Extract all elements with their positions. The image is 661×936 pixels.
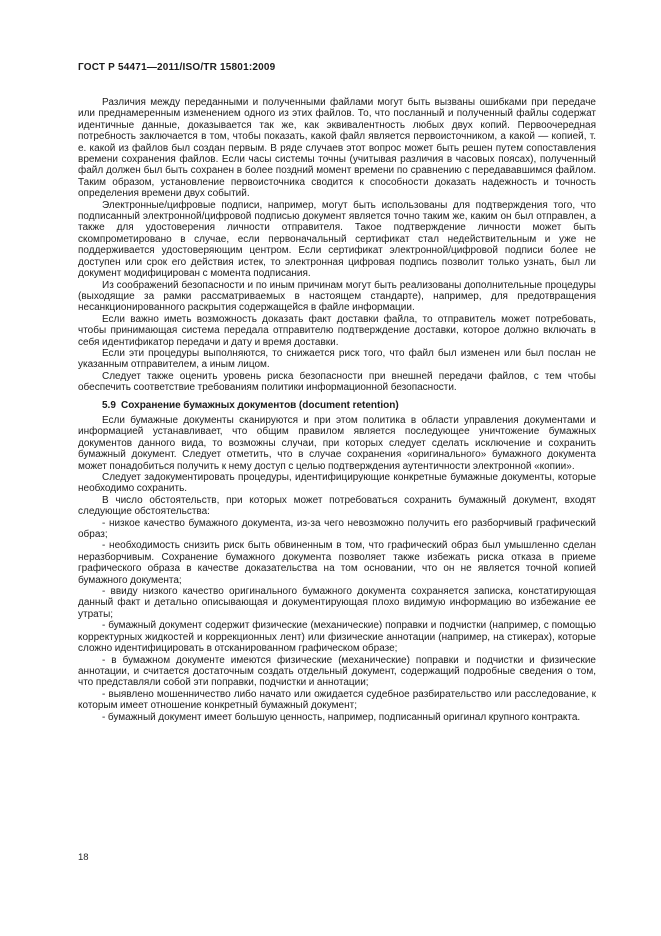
paragraph: Следует задокументировать процедуры, идентифицирующие конкретные бумажные документы, которые необходимо сохранить. xyxy=(78,472,596,495)
paragraph: Следует также оценить уровень риска безопасности при внешней передачи файлов, с тем чтобы обеспечить соответствие требованиям политики информационной безопасности. xyxy=(78,370,596,394)
paragraph: Электронные/цифровые подписи, например, могут быть использованы для подтверждения того, что подписанный электронной/цифровой подписью документ является точно таким же, каким он был отправлен, а также для удостоверения личности отправителя. Такое подтверждение личности может быть скомпрометировано в случае, если первоначальный сертификат стал недействительным и уже не поддерживается удостоверяющим центром. Если сертификат электронной/цифровой подписи более не доступен или срок его действия истек, то электронная цифровая подпись позволит только узнать, был ли документ модифицирован с момента подписания. xyxy=(78,199,596,280)
list-item: - бумажный документ имеет большую ценность, например, подписанный оригинал крупного контракта. xyxy=(102,711,581,723)
page-number: 18 xyxy=(78,852,89,863)
list-item: - низкое качество бумажного документа, из-за чего невозможно получить его разборчивый графический образ; xyxy=(78,517,596,541)
list-item: - ввиду низкого качество оригинального бумажного документа сохраняется записка, констатирующая данный факт и детально описывающая и документирующая плохо видимую информацию во избежание ее утраты; xyxy=(78,586,596,620)
paragraph: Если эти процедуры выполняются, то снижается риск того, что файл был изменен или был послан не указанным отправителем, а иным лицом. xyxy=(78,347,596,371)
paragraph: Из соображений безопасности и по иным причинам могут быть реализованы дополнительные процедуры (выходящие за рамки рассматриваемых в настоящем стандарте), например, для предотвращения несанкционированного раскрытия содержащейся в файле информации. xyxy=(78,279,596,314)
list-item: - бумажный документ содержит физические (механические) поправки и подчистки (например, с помощью корректурных жидкостей и коррекционных лент) или физические аннотации (например, на стикерах), которые сложно идентифицировать в отсканированном графическом образе; xyxy=(78,620,596,655)
document-content xyxy=(78,62,596,723)
list-item: - выявлено мошенничество либо начато или ожидается судебное разбирательство или расследование, к которым имеет отношение конкретный бумажный документ; xyxy=(78,688,596,712)
paragraph: Если важно иметь возможность доказать факт доставки файла, то отправитель может потребовать, чтобы принимающая система передала отправителю подтверждение доставки, которое должно включать в себя идентификатор передачи и дату и время доставки. xyxy=(78,313,596,348)
list-item: - в бумажном документе имеются физические (механические) поправки и подчистки и физические аннотации, и считается достаточным создать отдельный документ, содержащий подробные сведения о том, что представляли собой эти поправки, подчистки и аннотации; xyxy=(78,654,596,689)
document-header: ГОСТ Р 54471—2011/ISO/TR 15801:2009 xyxy=(78,62,276,73)
paragraph: Различия между переданными и полученными файлами могут быть вызваны ошибками при передаче или преднамеренным изменением одного из этих файлов. То, что посланный и полученный файлы содержат идентичные данные, доказывается так же, как эквивалентность любых двух копий. Первоочередная потребность заключается в том, чтобы показать, какой файл является первоисточником, а какой — копией, т. е. какой из файлов был создан первым. В ряде случаев этот вопрос может быть решен путем сопоставления времени сохранения файлов. Если часы системы точны (учитывая различия в часовых поясах), полученный файл должен был быть сохранен в более поздний момент времени по сравнению с передававшимся файлом. Таким образом, установление первоисточника сводится к способности доказать надежность и точность определения времени двух событий. xyxy=(78,97,596,200)
paragraph: В число обстоятельств, при которых может потребоваться сохранить бумажный документ, входят следующие обстоятельства: xyxy=(78,494,596,518)
list-item: - необходимость снизить риск быть обвиненным в том, что графический образ был умышленно сделан неразборчивым. Сохранение бумажного документа позволяет также избежать риска отказа в приеме графического образа в качестве доказательства на том основании, что он не является точной копией бумажного документа; xyxy=(78,540,596,586)
paragraph: Если бумажные документы сканируются и при этом политика в области управления документами и информацией устанавливает, что общим правилом является последующее уничтожение бумажных документов данного вида, то возможны случаи, при которых следует сделать исключение и сохранить бумажный документ. Следует отметить, что в случае сохранения «оригинального» бумажного документа может понадобиться получить к нему доступ с целью подтверждения аутентичности электронной «копии». xyxy=(78,414,596,472)
section-heading: 5.9 Сохранение бумажных документов (document retention) xyxy=(102,399,399,411)
document-body xyxy=(78,97,596,723)
